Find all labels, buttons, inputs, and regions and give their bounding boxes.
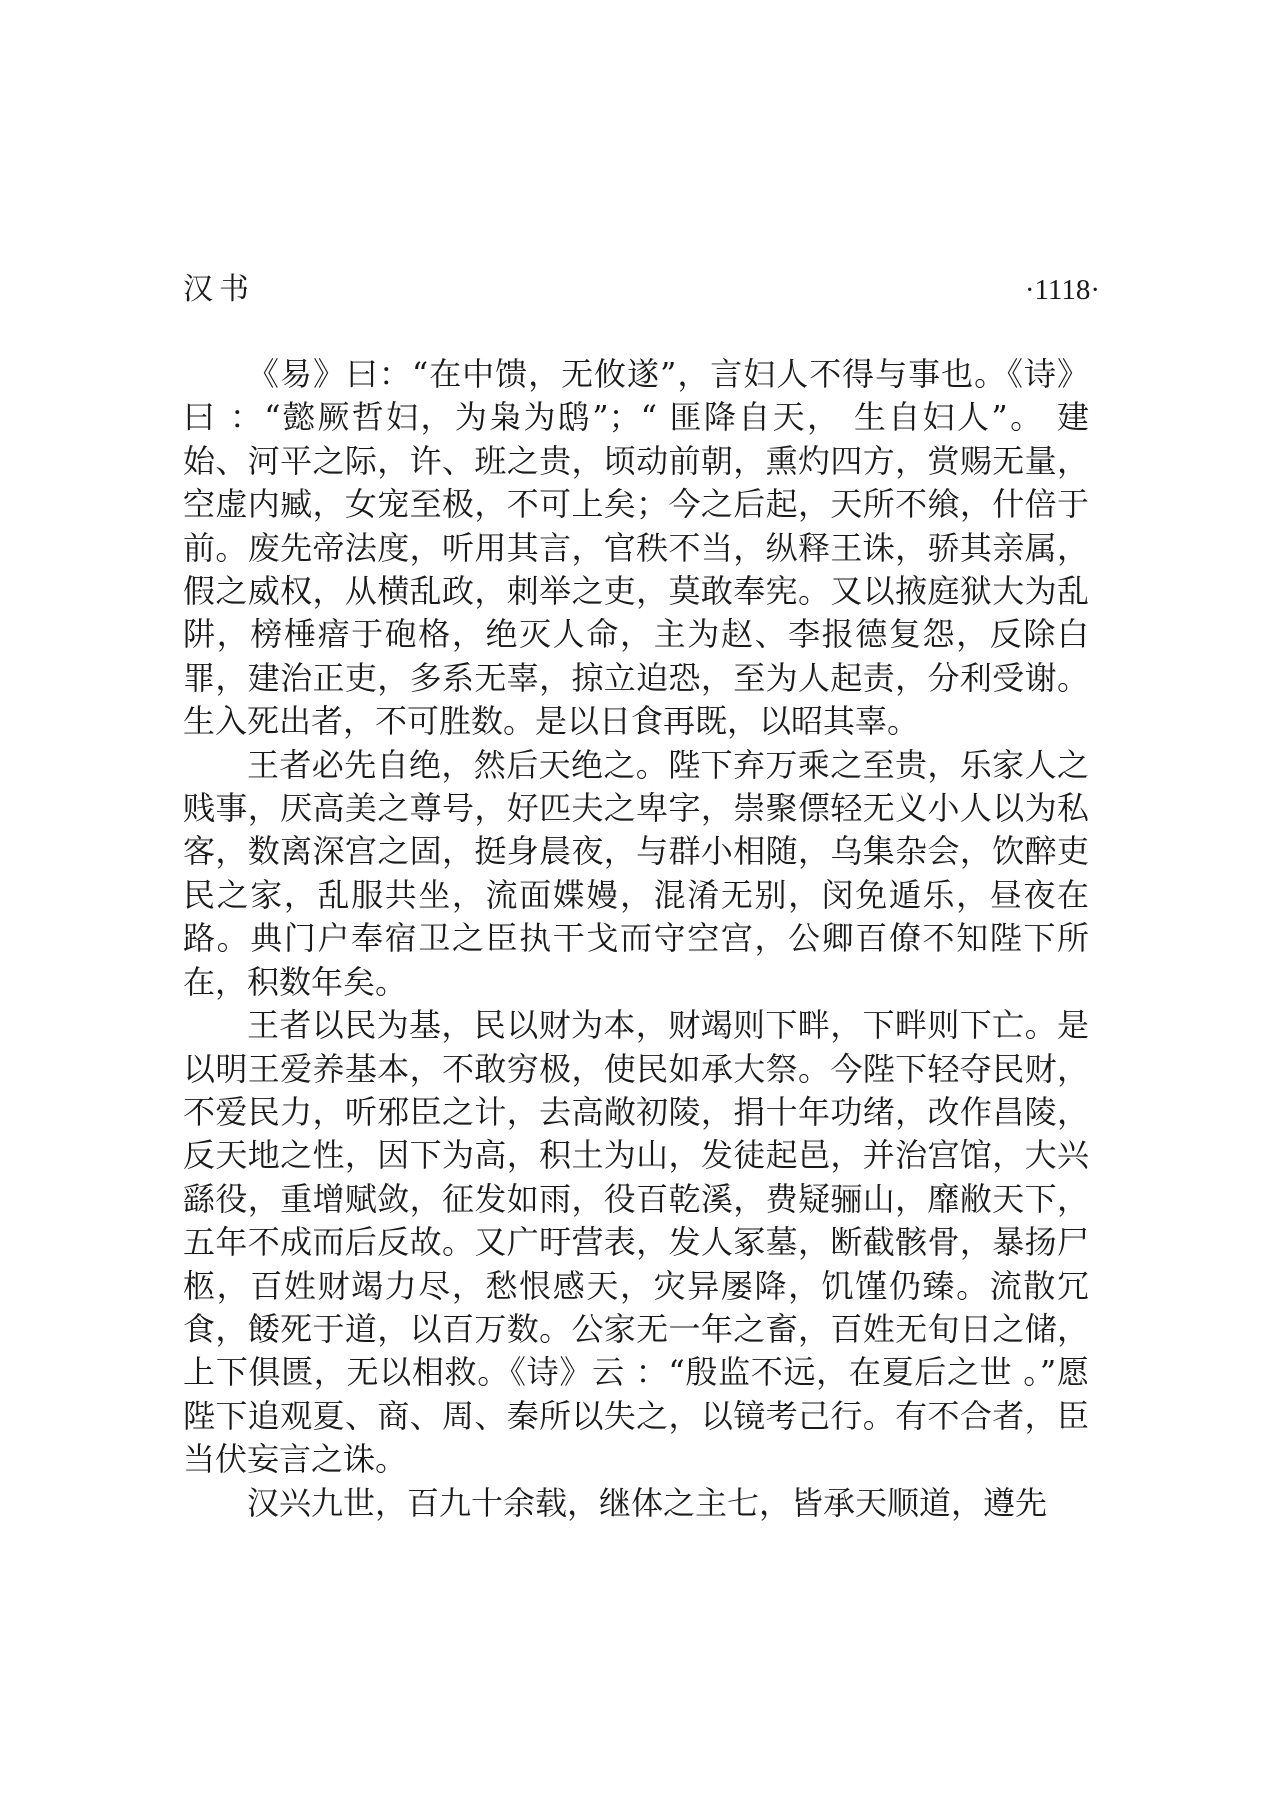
book-title: 汉书 (183, 272, 255, 307)
body-text (183, 353, 1089, 1525)
paragraph-4: 汉兴九世，百九十余载，继体之主七，皆承天顺道，遵先 (247, 1483, 1048, 1522)
paragraph-3: 王者以民为基，民以财为本，财竭则下畔，下畔则下亡。是以明王爱养基本，不敢穷极，使民如承大祭。今陛下轻夺民财，不爱民力，听邪臣之计，去高敞初陵，捐十年功绪，改作昌陵，反天地之性，因下为高，积土为山，发徒起邑，并治宫馆，大兴繇役，重增赋敛，征发如雨，役百乾溪，费疑骊山，靡敝天下，五年不成而后反故。又广旴营表，发人冢墓，断截骸骨，暴扬尸柩，百姓财竭力尽，愁恨感天，灾异屡降，饥馑仍臻。流散冗食，餧死于道，以百万数。公家无一年之畜，百姓无旬日之储，上下俱匮，无以相救。《诗》云 ：“殷监不远，在夏后之世 。”愿陛下追观夏、商、周、秦所以失之，以镜考己行。有不合者，臣当伏妄言之诛。 (183, 1006, 1089, 1479)
page-number: ·1118· (1024, 274, 1100, 306)
paragraph-1: 《易》曰：“在中馈，无攸遂”，言妇人不得与事也。《诗》曰 ：“懿厥哲妇，为枭为鸱”；“ 匪降自天， 生自妇人”。 建始、河平之际，许、班之贵，顷动前朝，熏灼四方，赏赐无量，空虚内臧，女宠至极，不可上矣；今之后起，天所不飨，什倍于前。废先帝法度，听用其言，官秩不当，纵释王诛，骄其亲属，假之威权，从横乱政，刺举之吏，莫敢奉宪。又以掖庭狱大为乱阱，榜棰瘖于砲格，绝灭人命，主为赵、李报德复怨，反除白罪，建治正吏，多系无辜，掠立迫恐，至为人起责，分利受谢。生入死出者，不可胜数。是以日食再既，以昭其辜。 (183, 355, 1089, 741)
running-header (183, 268, 1100, 312)
paragraph-2: 王者必先自绝，然后天绝之。陛下弃万乘之至贵，乐家人之贱事，厌高美之尊号，好匹夫之卑字，崇聚僄轻无义小人以为私客，数离深宫之固，挺身晨夜，与群小相随，乌集杂会，饮醉吏民之家，乱服共坐，流面媟嫚，混淆无别，闵免遁乐，昼夜在路。典门户奉宿卫之臣执干戈而守空宫，公卿百僚不知陛下所在，积数年矣。 (183, 745, 1089, 1001)
